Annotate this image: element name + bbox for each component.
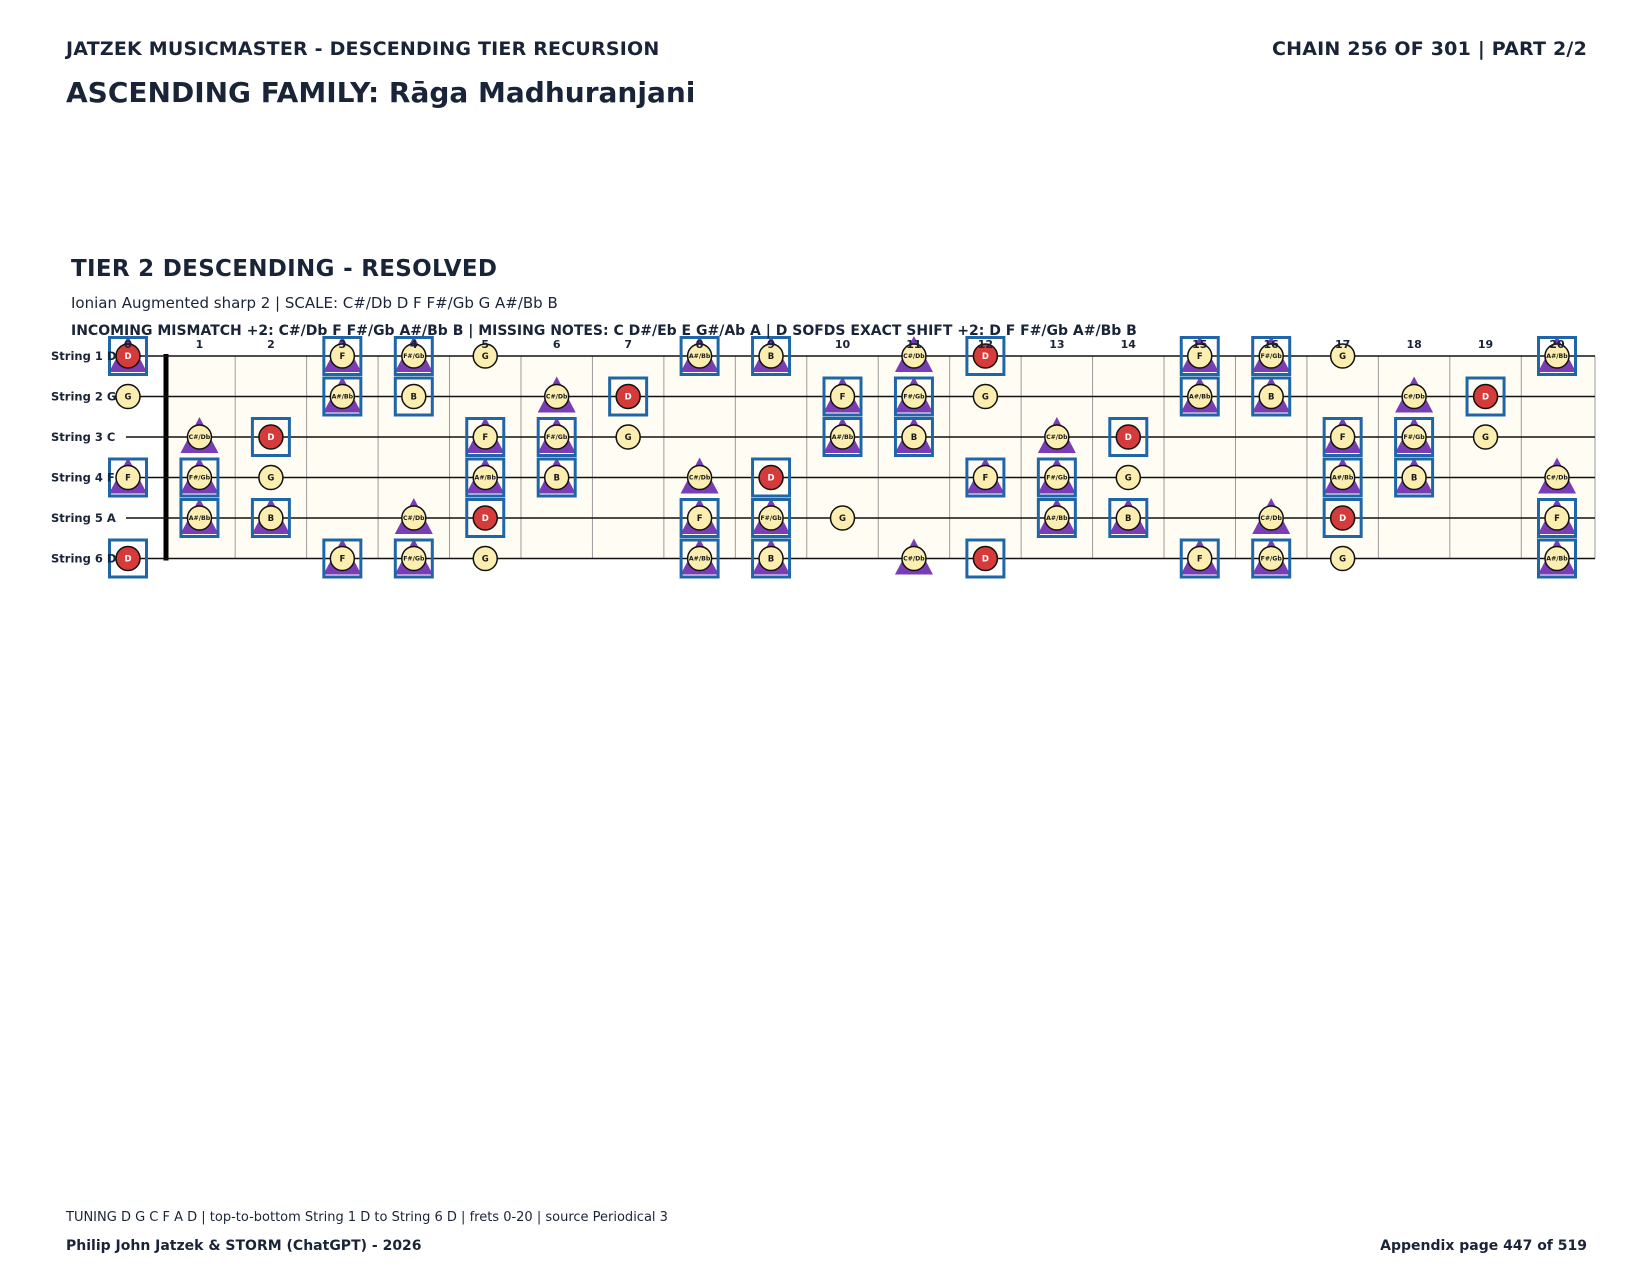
note-label: C#/Db	[1046, 434, 1068, 442]
note-label: D	[624, 392, 632, 403]
note-label: A#/Bb	[1546, 555, 1568, 563]
note-label: F	[339, 554, 346, 565]
note-label: G	[481, 352, 489, 363]
note-label: D	[124, 352, 132, 363]
string-label: String 3 C	[51, 430, 116, 444]
page-title: ASCENDING FAMILY: Rāga Madhuranjani	[66, 76, 696, 109]
string-label: String 4 F	[51, 470, 115, 485]
note-label: C#/Db	[1546, 474, 1568, 482]
note-marker	[1116, 466, 1140, 490]
note-label: A#/Bb	[1546, 353, 1568, 361]
fret-number: 17	[1334, 338, 1351, 351]
note-label: B	[767, 352, 775, 363]
note-label: F#/Gb	[546, 434, 568, 442]
note-label: D	[1482, 392, 1490, 403]
note-label: G	[124, 392, 132, 403]
fret-number: 9	[767, 338, 775, 351]
note-label: F	[1196, 554, 1203, 565]
note-label: F	[696, 514, 703, 525]
note-label: B	[767, 554, 775, 565]
note-marker	[116, 385, 140, 409]
fret-number: 8	[695, 338, 704, 351]
fret-number: 12	[977, 338, 994, 351]
note-label: G	[624, 433, 632, 444]
note-label: A#/Bb	[1046, 515, 1068, 523]
note-label: G	[1482, 433, 1490, 444]
note-label: G	[1124, 473, 1132, 484]
note-label: D	[267, 433, 275, 444]
note-label: D	[1339, 514, 1347, 525]
note-label: F	[339, 352, 346, 363]
fret-number: 0	[124, 338, 132, 351]
note-label: D	[981, 352, 989, 363]
fret-number: 7	[624, 338, 632, 351]
note-label: C#/Db	[1260, 515, 1282, 523]
string-label: String 2 G	[51, 389, 117, 404]
note-label: A#/Bb	[1189, 393, 1211, 401]
note-label: B	[1125, 514, 1132, 525]
fret-number: 15	[1192, 338, 1208, 351]
note-label: F	[482, 433, 489, 444]
note-label: A#/Bb	[688, 353, 711, 361]
note-label: F#/Gb	[1260, 353, 1282, 361]
note-label: B	[553, 473, 560, 484]
note-marker	[1331, 547, 1355, 571]
note-label: F#/Gb	[188, 474, 211, 482]
note-label: F#/Gb	[403, 555, 425, 563]
note-marker	[1474, 425, 1498, 449]
fret-number: 4	[409, 338, 418, 351]
note-label: F	[839, 392, 846, 403]
note-label: C#/Db	[903, 555, 925, 563]
note-marker	[473, 547, 497, 571]
note-marker	[973, 385, 997, 409]
fret-number: 14	[1120, 338, 1136, 351]
note-marker	[109, 458, 147, 497]
fret-number: 6	[552, 338, 561, 351]
note-label: G	[981, 392, 989, 403]
fret-number: 18	[1406, 338, 1422, 351]
note-label: C#/Db	[688, 474, 711, 482]
fret-number: 2	[267, 338, 275, 351]
note-label: F	[125, 473, 131, 484]
fret-number: 20	[1549, 338, 1565, 351]
header-chain-part: CHAIN 256 OF 301 | PART 2/2	[1271, 38, 1587, 60]
note-label: C#/Db	[545, 393, 568, 401]
note-label: F#/Gb	[1260, 555, 1282, 563]
note-label: A#/Bb	[331, 393, 354, 401]
note-label: B	[1267, 392, 1275, 403]
note-label: C#/Db	[403, 515, 425, 523]
note-label: A#/Bb	[1331, 474, 1354, 482]
tier-heading: TIER 2 DESCENDING - RESOLVED	[71, 256, 498, 282]
header-series-title: JATZEK MUSICMASTER - DESCENDING TIER RECURSION	[66, 38, 660, 60]
note-label: G	[1339, 554, 1347, 565]
note-label: G	[481, 554, 489, 565]
note-label: F#/Gb	[903, 393, 925, 401]
fret-number: 19	[1477, 338, 1494, 351]
note-label: B	[1410, 473, 1418, 484]
note-label: A#/Bb	[688, 555, 711, 563]
note-label: D	[767, 473, 775, 484]
note-label: A#/Bb	[831, 434, 854, 442]
note-label: F#/Gb	[403, 353, 425, 361]
note-label: F#/Gb	[760, 515, 782, 523]
note-label: D	[1124, 433, 1132, 444]
note-label: D	[124, 554, 132, 565]
fret-number: 11	[906, 338, 922, 351]
note-label: C#/Db	[1403, 393, 1425, 401]
note-label: B	[267, 514, 275, 525]
fretboard-background	[166, 356, 1595, 559]
note-label: B	[410, 392, 418, 403]
note-marker	[831, 506, 855, 530]
string-label: String 5 A	[51, 511, 116, 525]
note-label: F	[1339, 433, 1346, 444]
fret-number: 10	[834, 338, 851, 351]
fret-number: 5	[481, 338, 490, 351]
note-label: F#/Gb	[1046, 474, 1068, 482]
note-marker	[616, 425, 640, 449]
note-label: F	[982, 473, 989, 484]
string-label: String 6 D	[51, 551, 117, 566]
footer-page-number: Appendix page 447 of 519	[1380, 1238, 1587, 1254]
note-label: A#/Bb	[474, 474, 496, 482]
note-label: C#/Db	[188, 434, 211, 442]
scale-subtitle: Ionian Augmented sharp 2 | SCALE: C#/Db D F F#/Gb G A#/Bb B	[71, 294, 558, 312]
note-marker	[259, 466, 283, 490]
fret-number: 16	[1263, 338, 1279, 351]
string-label: String 1 D	[51, 349, 117, 363]
footer-tuning: TUNING D G C F A D | top-to-bottom String 1 D to String 6 D | frets 0-20 | source Periodical 3	[66, 1210, 668, 1225]
fret-number: 3	[338, 338, 347, 351]
fret-number: 1	[195, 338, 204, 351]
note-label: D	[481, 514, 489, 525]
mismatch-line: INCOMING MISMATCH +2: C#/Db F F#/Gb A#/Bb B | MISSING NOTES: C D#/Eb E G#/Ab A | D SOFDS EXACT SHIFT +2: D F F#/Gb A#/Bb B	[71, 323, 1137, 339]
note-label: C#/Db	[903, 353, 925, 361]
note-label: G	[267, 473, 275, 484]
note-label: A#/Bb	[188, 515, 211, 523]
note-label: B	[910, 433, 918, 444]
note-label: F#/Gb	[1403, 434, 1425, 442]
fretboard-diagram	[0, 0, 1650, 620]
note-label: F	[1196, 352, 1203, 363]
note-label: F	[1554, 514, 1560, 525]
note-label: D	[981, 554, 989, 565]
note-label: G	[839, 514, 846, 525]
note-label: G	[1339, 352, 1347, 363]
footer-credit: Philip John Jatzek & STORM (ChatGPT) - 2026	[66, 1238, 422, 1254]
fret-number: 13	[1049, 338, 1065, 351]
